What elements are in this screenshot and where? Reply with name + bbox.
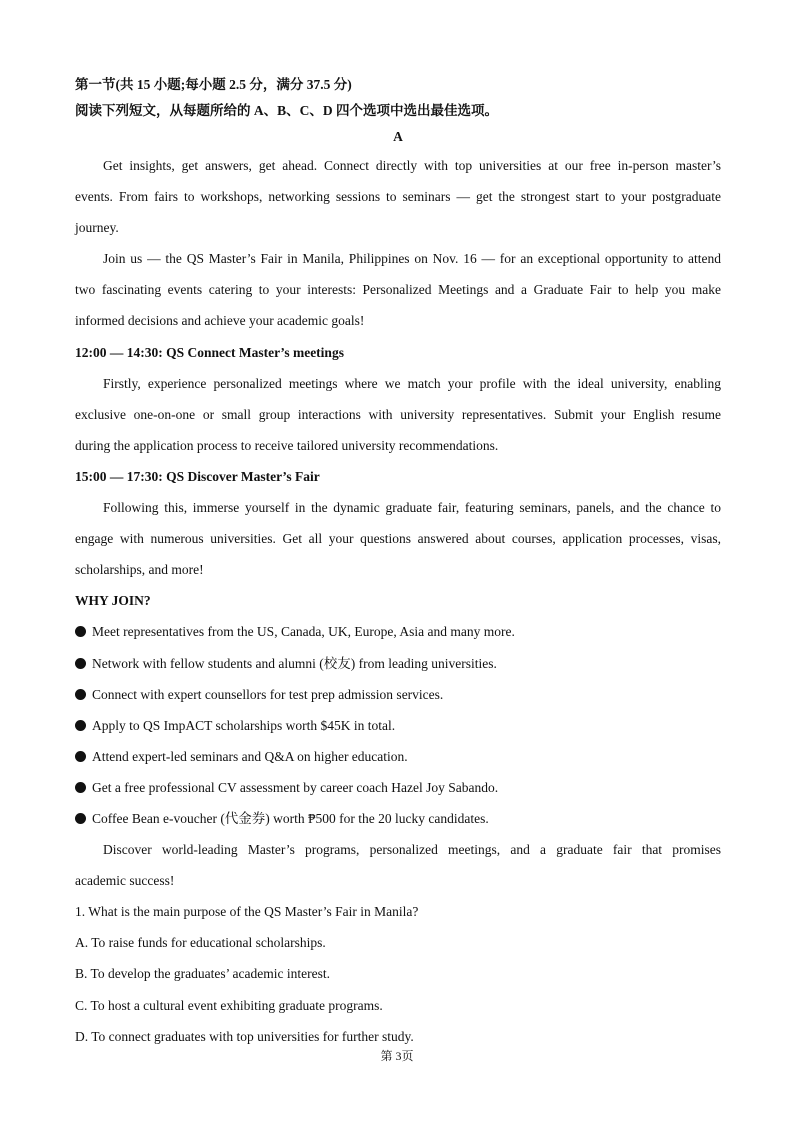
intro-line: events. From fairs to workshops, networking sessions to seminars — get the strongest start to your postgraduate (75, 189, 721, 205)
intro-line: Get insights, get answers, get ahead. Connect directly with top universities at our free in-person master’s (103, 158, 721, 173)
session-line: exclusive one-on-one or small group interactions with university representatives. Submit your English resume (75, 406, 721, 422)
bullet-icon (75, 813, 86, 824)
session-line: during the application process to receive tailored university recommendations. (75, 437, 499, 453)
bullet-icon (75, 720, 86, 731)
bullet-icon (75, 689, 86, 700)
session-line: engage with numerous universities. Get all your questions answered about courses, application processes, visas, (75, 531, 721, 547)
question-stem: 1. What is the main purpose of the QS Master’s Fair in Manila? (75, 904, 419, 920)
list-item: Coffee Bean e-voucher (代金券) worth ₱500 for the 20 lucky candidates. (75, 803, 721, 834)
list-item: Network with fellow students and alumni (校友) from leading universities. (75, 648, 721, 679)
bullet-icon (75, 626, 86, 637)
list-item: Connect with expert counsellors for test prep admission services. (75, 679, 721, 710)
session-line: scholarships, and more! (75, 562, 204, 578)
closing-line: academic success! (75, 873, 175, 889)
closing-line: Discover world-leading Master’s programs, personalized meetings, and a graduate fair that promises (103, 842, 721, 858)
instruction: 阅读下列短文，从每题所给的 A、B、C、D 四个选项中选出最佳选项。 (75, 103, 499, 118)
list-item: Apply to QS ImpACT scholarships worth $45K in total. (75, 710, 721, 741)
intro-line: informed decisions and achieve your academic goals! (75, 313, 365, 329)
session-heading: 12:00 — 14:30: QS Connect Master’s meetings (75, 344, 344, 360)
answer-option-d[interactable]: D. To connect graduates with top universities for further study. (75, 1028, 414, 1044)
intro-line: journey. (75, 220, 119, 236)
exam-page (75, 72, 721, 1052)
session-heading: 15:00 — 17:30: QS Discover Master’s Fair (75, 468, 320, 484)
intro-line: Join us — the QS Master’s Fair in Manila, Philippines on Nov. 16 — for an exceptional opportunity to attend (103, 251, 721, 267)
answer-option-a[interactable]: A. To raise funds for educational scholarships. (75, 935, 326, 951)
answer-option-c[interactable]: C. To host a cultural event exhibiting graduate programs. (75, 997, 383, 1013)
bullet-icon (75, 782, 86, 793)
section-header: 第一节(共 15 小题;每小题 2.5 分，满分 37.5 分) (75, 77, 352, 92)
intro-line: two fascinating events catering to your interests: Personalized Meetings and a Graduate Fair to help you make (75, 282, 721, 298)
session-line: Following this, immerse yourself in the dynamic graduate fair, featuring seminars, panels, and the chance to (103, 500, 721, 516)
answer-option-b[interactable]: B. To develop the graduates’ academic interest. (75, 966, 330, 982)
bullet-icon (75, 658, 86, 669)
list-item: Meet representatives from the US, Canada, UK, Europe, Asia and many more. (75, 616, 721, 647)
passage-label: A (393, 129, 403, 144)
list-item: Attend expert-led seminars and Q&A on higher education. (75, 741, 721, 772)
bullet-icon (75, 751, 86, 762)
page-number: 第 3页 (380, 1049, 414, 1063)
why-join-heading: WHY JOIN? (75, 593, 151, 609)
list-item: Get a free professional CV assessment by career coach Hazel Joy Sabando. (75, 772, 721, 803)
session-line: Firstly, experience personalized meetings where we match your profile with the ideal university, enabling (103, 375, 721, 391)
